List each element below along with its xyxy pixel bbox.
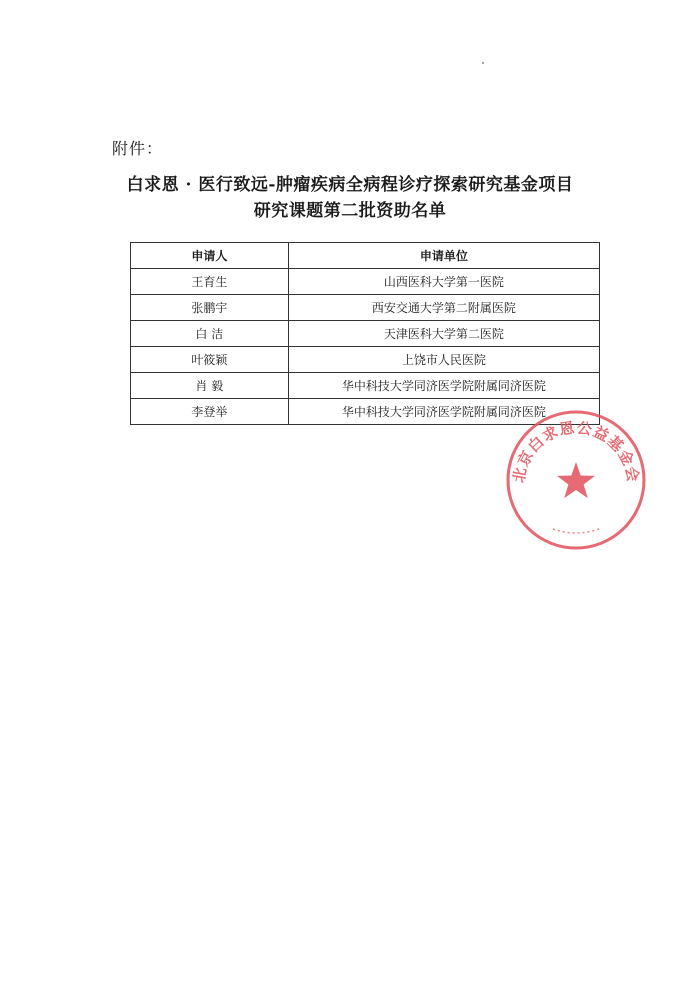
applicant-cell: 肖 毅 [131,373,289,399]
applicant-cell: 叶筱颖 [131,347,289,373]
unit-cell: 华中科技大学同济医学院附属同济医院 [288,399,599,425]
table-row [131,321,600,347]
table-header-row [131,243,600,269]
unit-cell: 山西医科大学第一医院 [288,269,599,295]
attachment-label: 附件： [112,139,164,158]
applicant-cell: 张鹏宇 [131,295,289,321]
applicant-cell: 白 洁 [131,321,289,347]
document-title-line1: 白求恩 · 医行致远-肿瘤疾病全病程诊疗探索研究基金项目 [126,175,574,195]
official-seal-stamp [503,407,649,553]
unit-cell: 华中科技大学同济医学院附属同济医院 [288,373,599,399]
table-row [131,295,600,321]
table-row [131,373,600,399]
applicant-cell: 李登举 [131,399,289,425]
applicant-column-header: 申请人 [131,243,289,269]
table-row [131,269,600,295]
seal-text-path: 北京白求恩公益基金会 [509,418,643,485]
unit-cell: 天津医科大学第二医院 [288,321,599,347]
unit-cell: 上饶市人民医院 [288,347,599,373]
seal-bottom-dots [553,529,599,533]
applicant-cell: 王育生 [131,269,289,295]
funding-list-table [130,242,600,425]
unit-cell: 西安交通大学第二附属医院 [288,295,599,321]
unit-column-header: 申请单位 [288,243,599,269]
scan-speck [482,62,484,64]
table-row [131,347,600,373]
seal-star [557,462,595,498]
document-title-line2: 研究课题第二批资助名单 [253,201,447,221]
